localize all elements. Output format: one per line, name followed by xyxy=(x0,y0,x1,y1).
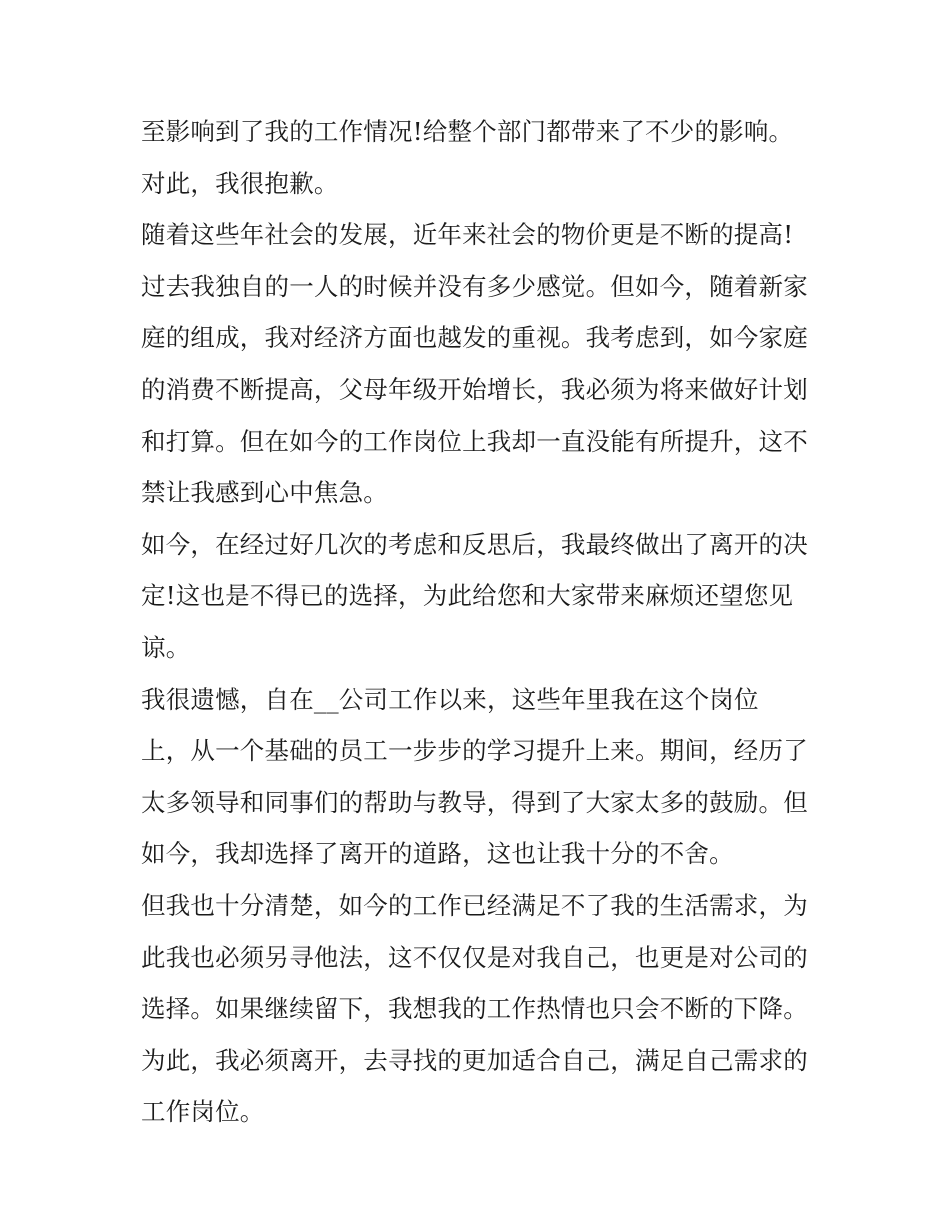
text-line: 谅。 xyxy=(141,632,191,662)
text-line: 此我也必须另寻他法，这不仅仅是对我自己，也更是对公司的 xyxy=(141,942,808,972)
text-line: 如今，在经过好几次的考虑和反思后，我最终做出了离开的决 xyxy=(141,529,808,559)
text-line: 庭的组成，我对经济方面也越发的重视。我考虑到，如今家庭 xyxy=(141,323,808,353)
text-line: 我很遗憾，自在__公司工作以来，这些年里我在这个岗位 xyxy=(141,684,759,714)
text-line: 过去我独自的一人的时候并没有多少感觉。但如今，随着新家 xyxy=(141,271,808,301)
text-line: 为此，我必须离开，去寻找的更加适合自己，满足自己需求的 xyxy=(141,1045,808,1075)
text-line: 的消费不断提高，父母年级开始增长，我必须为将来做好计划 xyxy=(141,374,808,404)
body-text xyxy=(141,106,821,1138)
text-line: 工作岗位。 xyxy=(141,1097,265,1127)
text-line: 如今，我却选择了离开的道路，这也让我十分的不舍。 xyxy=(141,839,734,869)
text-line: 和打算。但在如今的工作岗位上我却一直没能有所提升，这不 xyxy=(141,426,808,456)
text-line: 太多领导和同事们的帮助与教导，得到了大家太多的鼓励。但 xyxy=(141,787,808,817)
text-line: 随着这些年社会的发展，近年来社会的物价更是不断的提高! xyxy=(141,220,794,250)
text-line: 但我也十分清楚，如今的工作已经满足不了我的生活需求，为 xyxy=(141,890,808,920)
text-line: 对此，我很抱歉。 xyxy=(141,168,339,198)
text-line: 选择。如果继续留下，我想我的工作热情也只会不断的下降。 xyxy=(141,994,808,1024)
text-line: 定!这也是不得已的选择，为此给您和大家带来麻烦还望您见 xyxy=(141,581,794,611)
text-line: 至影响到了我的工作情况!给整个部门都带来了不少的影响。 xyxy=(141,117,794,146)
text-line: 上，从一个基础的员工一步步的学习提升上来。期间，经历了 xyxy=(141,736,808,766)
text-line: 禁让我感到心中焦急。 xyxy=(141,478,388,508)
